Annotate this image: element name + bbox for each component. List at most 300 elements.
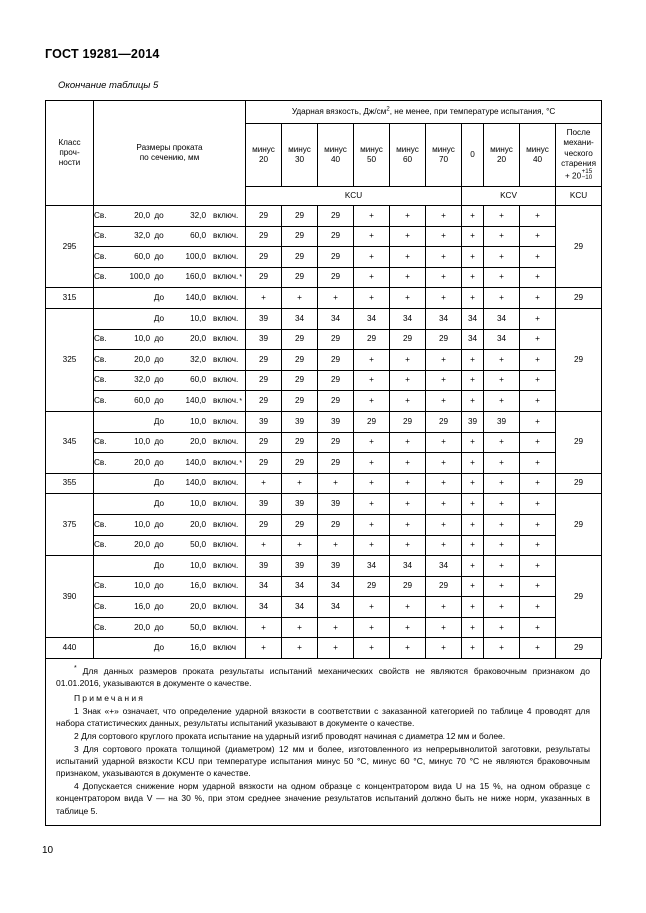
cell-impact-value: + bbox=[282, 473, 318, 494]
cell-impact-value: 34 bbox=[318, 597, 354, 618]
table-row bbox=[46, 597, 602, 618]
cell-impact-value: + bbox=[484, 350, 520, 371]
size-inclusive: включ. bbox=[213, 313, 239, 323]
cell-impact-value: 34 bbox=[318, 308, 354, 329]
cell-impact-value: + bbox=[462, 453, 484, 474]
cell-impact-value: + bbox=[426, 370, 462, 391]
cell-impact-value: + bbox=[484, 597, 520, 618]
table-row bbox=[46, 535, 602, 556]
cell-impact-value: + bbox=[354, 638, 390, 659]
table-row bbox=[46, 267, 602, 288]
cell-impact-value: 34 bbox=[484, 329, 520, 350]
header-temp-minus-40-kcu bbox=[318, 124, 354, 187]
cell-impact-value: + bbox=[484, 267, 520, 288]
size-to: 160,0 bbox=[185, 272, 206, 282]
cell-impact-value: 29 bbox=[318, 453, 354, 474]
aging-sub: −10 bbox=[581, 174, 593, 182]
cell-impact-value: + bbox=[426, 432, 462, 453]
note-item-1: 1 Знак «+» означает, что определение ударной вязкости в соответствии с заказанной категорией по таблице 4 проводят для набора статистических данных, результаты испытаний указывают в документе о качестве. bbox=[56, 706, 590, 729]
cell-impact-value: + bbox=[354, 617, 390, 638]
cell-impact-value: + bbox=[462, 514, 484, 535]
cell-impact-value: 34 bbox=[282, 597, 318, 618]
size-from: 10,0 bbox=[134, 334, 150, 344]
cell-impact-value: + bbox=[354, 453, 390, 474]
temp-word: минус bbox=[324, 144, 347, 154]
table-container bbox=[45, 100, 601, 659]
cell-strength-class: 390 bbox=[46, 556, 94, 638]
cell-impact-value: 34 bbox=[354, 556, 390, 577]
size-to: 140,0 bbox=[185, 457, 206, 467]
cell-impact-value: 29 bbox=[318, 226, 354, 247]
size-inclusive: включ. bbox=[213, 231, 239, 241]
size-from: 20,0 bbox=[134, 210, 150, 220]
note-item-3: 3 Для сортового проката толщиной (диаметром) 12 мм и более, изготовленного из непрерывнолитой заготовки, результаты испытаний ударной вязкости KCU при температуре испытания минус 50 °С, минус 60 °С, минус 70 °С не являются браковочным признаком, указываются в документе о качестве. bbox=[56, 744, 590, 779]
size-to: 140,0 bbox=[185, 293, 206, 303]
size-inclusive: включ. bbox=[213, 457, 239, 467]
cell-impact-value: + bbox=[462, 370, 484, 391]
temp-value: 40 bbox=[532, 155, 543, 164]
cell-impact-value: + bbox=[390, 617, 426, 638]
cell-impact-value: + bbox=[246, 288, 282, 309]
cell-impact-value: + bbox=[318, 617, 354, 638]
header-temp-minus-60-kcu bbox=[390, 124, 426, 187]
cell-impact-value: + bbox=[390, 432, 426, 453]
cell-impact-value: 29 bbox=[282, 267, 318, 288]
cell-size-range bbox=[94, 206, 246, 227]
temp-word: минус bbox=[396, 144, 419, 154]
header-method-kcu-low-temp: KCU bbox=[246, 187, 462, 206]
cell-impact-value: 29 bbox=[246, 226, 282, 247]
cell-impact-value: + bbox=[426, 597, 462, 618]
size-from: 20,0 bbox=[134, 457, 150, 467]
cell-impact-value: 29 bbox=[390, 411, 426, 432]
cell-impact-value: 29 bbox=[246, 247, 282, 268]
size-from: 10,0 bbox=[134, 519, 150, 529]
cell-after-aging-value: 29 bbox=[556, 556, 602, 638]
aging-l4: старения bbox=[561, 158, 597, 168]
cell-impact-value: + bbox=[426, 638, 462, 659]
cell-impact-value: + bbox=[426, 391, 462, 412]
cell-impact-value: + bbox=[354, 597, 390, 618]
cell-impact-value: 29 bbox=[246, 453, 282, 474]
cell-impact-value: + bbox=[426, 267, 462, 288]
cell-impact-value: + bbox=[426, 617, 462, 638]
cell-impact-value: + bbox=[520, 453, 556, 474]
cell-strength-class: 295 bbox=[46, 206, 94, 288]
cell-impact-value: + bbox=[462, 247, 484, 268]
header-temp-minus-20-kcu bbox=[246, 124, 282, 187]
size-inclusive: включ bbox=[213, 643, 237, 653]
cell-size-range bbox=[94, 535, 246, 556]
cell-impact-value: 29 bbox=[246, 350, 282, 371]
size-connector: до bbox=[154, 457, 164, 467]
temp-value: 20 bbox=[496, 155, 507, 164]
cell-size-range bbox=[94, 576, 246, 597]
size-from: 60,0 bbox=[134, 251, 150, 261]
header-rolled-dimensions-l1: Размеры проката bbox=[136, 142, 203, 152]
table-row bbox=[46, 556, 602, 577]
cell-impact-value: + bbox=[520, 473, 556, 494]
cell-impact-value: 34 bbox=[282, 308, 318, 329]
cell-impact-value: 29 bbox=[282, 329, 318, 350]
impact-toughness-table bbox=[45, 100, 602, 659]
cell-impact-value: + bbox=[426, 473, 462, 494]
size-connector: до bbox=[154, 210, 164, 220]
cell-impact-value: + bbox=[462, 288, 484, 309]
temp-word: минус bbox=[432, 144, 455, 154]
size-inclusive: включ. bbox=[213, 210, 239, 220]
size-inclusive: включ. bbox=[213, 519, 239, 529]
cell-impact-value: + bbox=[484, 370, 520, 391]
size-inclusive: включ. bbox=[213, 395, 239, 405]
size-inclusive: включ. bbox=[213, 251, 239, 261]
cell-impact-value: + bbox=[354, 535, 390, 556]
cell-size-range bbox=[94, 473, 246, 494]
header-strength-class-l3: ности bbox=[58, 158, 81, 168]
note-item-4: 4 Допускается снижение норм ударной вязкости на одном образце с концентратором вида U на 15 %, на одном образце с концентратором вида V — на 30 %, при этом среднее значение результатов испытаний должно быть не ниже норм, указанных в таблице 5. bbox=[56, 781, 590, 816]
cell-impact-value: 29 bbox=[426, 329, 462, 350]
cell-impact-value: + bbox=[520, 638, 556, 659]
cell-size-range bbox=[94, 494, 246, 515]
cell-impact-value: + bbox=[520, 411, 556, 432]
size-inclusive: включ. bbox=[213, 354, 239, 364]
cell-impact-value: + bbox=[484, 453, 520, 474]
size-connector: до bbox=[154, 231, 164, 241]
size-to: 20,0 bbox=[190, 334, 206, 344]
cell-after-aging-value: 29 bbox=[556, 473, 602, 494]
temp-value: 60 bbox=[402, 155, 413, 164]
cell-impact-value: 39 bbox=[282, 411, 318, 432]
cell-impact-value: 29 bbox=[282, 391, 318, 412]
table-row bbox=[46, 288, 602, 309]
table-row bbox=[46, 308, 602, 329]
cell-impact-value: 34 bbox=[390, 556, 426, 577]
cell-impact-value: + bbox=[318, 473, 354, 494]
table-row bbox=[46, 411, 602, 432]
size-connector: До bbox=[153, 643, 165, 653]
footnote-marker: * bbox=[74, 665, 77, 672]
cell-impact-value: + bbox=[282, 535, 318, 556]
cell-impact-value: + bbox=[462, 473, 484, 494]
size-inclusive: включ. bbox=[213, 581, 239, 591]
cell-size-range bbox=[94, 288, 246, 309]
cell-size-range bbox=[94, 308, 246, 329]
cell-impact-value: + bbox=[520, 597, 556, 618]
footnote-text: Для данных размеров проката результаты испытаний механических свойств не являются браковочным признаком до 01.01.2016, указываются в документе о качестве. bbox=[56, 665, 590, 688]
cell-impact-value: 34 bbox=[462, 308, 484, 329]
aging-sup: +15 bbox=[581, 168, 593, 176]
cell-impact-value: + bbox=[246, 617, 282, 638]
cell-impact-value: 39 bbox=[246, 556, 282, 577]
table-row bbox=[46, 638, 602, 659]
cell-impact-value: + bbox=[520, 308, 556, 329]
cell-size-range bbox=[94, 411, 246, 432]
cell-impact-value: + bbox=[354, 432, 390, 453]
cell-impact-value: + bbox=[484, 206, 520, 227]
cell-impact-value: 29 bbox=[282, 453, 318, 474]
cell-impact-value: + bbox=[354, 288, 390, 309]
cell-strength-class: 440 bbox=[46, 638, 94, 659]
page-number: 10 bbox=[42, 845, 54, 856]
cell-impact-value: + bbox=[520, 617, 556, 638]
header-rolled-dimensions bbox=[94, 101, 246, 206]
size-prefix: Св. bbox=[94, 334, 107, 344]
size-to: 16,0 bbox=[190, 581, 206, 591]
cell-size-range bbox=[94, 453, 246, 474]
aging-tolerance-sup-sub bbox=[581, 169, 592, 181]
temp-value: 40 bbox=[330, 155, 341, 164]
cell-size-range bbox=[94, 638, 246, 659]
table-row bbox=[46, 617, 602, 638]
cell-impact-value: 29 bbox=[318, 247, 354, 268]
cell-impact-value: + bbox=[520, 226, 556, 247]
cell-impact-value: + bbox=[520, 576, 556, 597]
cell-size-range bbox=[94, 514, 246, 535]
table-row bbox=[46, 432, 602, 453]
header-strength-class-l1: Класс bbox=[58, 137, 81, 147]
table-row bbox=[46, 473, 602, 494]
cell-impact-value: + bbox=[318, 288, 354, 309]
table-row bbox=[46, 350, 602, 371]
size-connector: До bbox=[153, 293, 165, 303]
cell-impact-value: + bbox=[426, 453, 462, 474]
size-connector: До bbox=[153, 560, 165, 570]
cell-impact-value: + bbox=[462, 350, 484, 371]
cell-impact-value: 34 bbox=[354, 308, 390, 329]
size-inclusive: включ. bbox=[213, 498, 239, 508]
cell-impact-value: 34 bbox=[318, 576, 354, 597]
cell-impact-value: + bbox=[426, 206, 462, 227]
temp-value: 0 bbox=[470, 149, 475, 159]
cell-impact-value: + bbox=[520, 535, 556, 556]
size-inclusive: включ. bbox=[213, 601, 239, 611]
cell-size-range bbox=[94, 350, 246, 371]
cell-impact-value: + bbox=[426, 226, 462, 247]
cell-impact-value: 39 bbox=[246, 308, 282, 329]
header-method-kcv: KCV bbox=[462, 187, 556, 206]
size-prefix: Св. bbox=[94, 210, 107, 220]
cell-impact-value: 39 bbox=[246, 411, 282, 432]
standard-designation: ГОСТ 19281—2014 bbox=[45, 47, 160, 61]
size-to: 20,0 bbox=[190, 601, 206, 611]
cell-impact-value: + bbox=[390, 288, 426, 309]
cell-impact-value: + bbox=[390, 535, 426, 556]
table-row bbox=[46, 370, 602, 391]
cell-impact-value: + bbox=[354, 226, 390, 247]
cell-impact-value: + bbox=[354, 391, 390, 412]
cell-impact-value: + bbox=[484, 473, 520, 494]
cell-impact-value: 29 bbox=[282, 206, 318, 227]
aging-l2: механи- bbox=[563, 138, 594, 148]
cell-impact-value: + bbox=[354, 494, 390, 515]
cell-size-range bbox=[94, 267, 246, 288]
cell-size-range bbox=[94, 370, 246, 391]
cell-impact-value: + bbox=[520, 391, 556, 412]
cell-impact-value: + bbox=[520, 206, 556, 227]
cell-impact-value: + bbox=[520, 350, 556, 371]
size-connector: до bbox=[154, 395, 164, 405]
cell-impact-value: + bbox=[484, 638, 520, 659]
size-connector: До bbox=[153, 498, 165, 508]
cell-impact-value: 29 bbox=[282, 514, 318, 535]
cell-impact-value: + bbox=[484, 247, 520, 268]
cell-impact-value: + bbox=[462, 206, 484, 227]
size-prefix: Св. bbox=[94, 437, 107, 447]
cell-impact-value: + bbox=[390, 247, 426, 268]
cell-impact-value: 39 bbox=[462, 411, 484, 432]
header-method-kcu-aged: KCU bbox=[556, 187, 602, 206]
header-strength-class bbox=[46, 101, 94, 206]
size-from: 20,0 bbox=[134, 622, 150, 632]
cell-impact-value: + bbox=[484, 226, 520, 247]
header-row-group-title bbox=[46, 101, 602, 124]
cell-impact-value: + bbox=[462, 576, 484, 597]
cell-impact-value: + bbox=[484, 432, 520, 453]
cell-impact-value: 29 bbox=[246, 267, 282, 288]
size-prefix: Св. bbox=[94, 395, 107, 405]
temp-value: 30 bbox=[294, 155, 305, 164]
size-inclusive: включ. bbox=[213, 478, 239, 488]
cell-impact-value: 29 bbox=[246, 370, 282, 391]
cell-impact-value: + bbox=[354, 247, 390, 268]
size-to: 32,0 bbox=[190, 210, 206, 220]
cell-impact-value: 29 bbox=[246, 432, 282, 453]
size-from: 32,0 bbox=[134, 231, 150, 241]
cell-impact-value: + bbox=[484, 514, 520, 535]
size-from: 10,0 bbox=[134, 437, 150, 447]
temp-value: 50 bbox=[366, 155, 377, 164]
cell-impact-value: 29 bbox=[318, 370, 354, 391]
size-connector: до bbox=[154, 354, 164, 364]
cell-strength-class: 325 bbox=[46, 308, 94, 411]
cell-impact-value: 34 bbox=[484, 308, 520, 329]
size-inclusive: включ. bbox=[213, 560, 239, 570]
size-to: 10,0 bbox=[190, 416, 206, 426]
header-impact-toughness-text: Ударная вязкость, $Дж/см^2$, не менее, при температуре испытания, °С bbox=[291, 106, 556, 117]
cell-impact-value: + bbox=[462, 432, 484, 453]
cell-impact-value: 29 bbox=[426, 411, 462, 432]
cell-impact-value: + bbox=[484, 556, 520, 577]
size-prefix: Св. bbox=[94, 272, 107, 282]
size-inclusive: включ. bbox=[213, 272, 239, 282]
cell-size-range bbox=[94, 617, 246, 638]
table-row bbox=[46, 226, 602, 247]
cell-impact-value: + bbox=[462, 494, 484, 515]
size-to: 10,0 bbox=[190, 498, 206, 508]
size-prefix: Св. bbox=[94, 540, 107, 550]
cell-impact-value: + bbox=[426, 247, 462, 268]
cell-impact-value: + bbox=[246, 638, 282, 659]
cell-impact-value: + bbox=[390, 206, 426, 227]
table-row bbox=[46, 329, 602, 350]
size-to: 32,0 bbox=[190, 354, 206, 364]
table-caption: Окончание таблицы 5 bbox=[58, 80, 159, 91]
size-to: 60,0 bbox=[190, 375, 206, 385]
cell-impact-value: 29 bbox=[318, 206, 354, 227]
size-prefix: Св. bbox=[94, 519, 107, 529]
size-to: 10,0 bbox=[190, 313, 206, 323]
cell-impact-value: + bbox=[520, 556, 556, 577]
cell-strength-class: 345 bbox=[46, 411, 94, 473]
table-row bbox=[46, 514, 602, 535]
size-to: 100,0 bbox=[185, 251, 206, 261]
cell-impact-value: 39 bbox=[318, 494, 354, 515]
cell-impact-value: 34 bbox=[426, 308, 462, 329]
cell-impact-value: + bbox=[354, 514, 390, 535]
aging-l1: После bbox=[566, 128, 591, 138]
size-to: 20,0 bbox=[190, 519, 206, 529]
cell-impact-value: + bbox=[390, 370, 426, 391]
cell-impact-value: 34 bbox=[390, 308, 426, 329]
cell-impact-value: 29 bbox=[318, 514, 354, 535]
size-connector: до bbox=[154, 272, 164, 282]
aging-base-value: + 20 bbox=[564, 171, 582, 181]
size-prefix: Св. bbox=[94, 457, 107, 467]
size-to: 10,0 bbox=[190, 560, 206, 570]
cell-impact-value: + bbox=[462, 597, 484, 618]
size-to: 50,0 bbox=[190, 540, 206, 550]
cell-impact-value: + bbox=[520, 267, 556, 288]
table-row bbox=[46, 391, 602, 412]
cell-impact-value: + bbox=[484, 391, 520, 412]
cell-size-range bbox=[94, 391, 246, 412]
cell-impact-value: 29 bbox=[390, 329, 426, 350]
size-to: 140,0 bbox=[185, 478, 206, 488]
temp-word: минус bbox=[360, 144, 383, 154]
size-connector: до bbox=[154, 334, 164, 344]
cell-impact-value: + bbox=[426, 514, 462, 535]
cell-impact-value: 39 bbox=[318, 556, 354, 577]
cell-impact-value: + bbox=[426, 288, 462, 309]
cell-impact-value: + bbox=[354, 473, 390, 494]
header-strength-class-l2: проч- bbox=[59, 147, 80, 157]
size-to: 140,0 bbox=[185, 395, 206, 405]
cell-impact-value: + bbox=[390, 391, 426, 412]
header-temp-minus-40-kcv bbox=[520, 124, 556, 187]
cell-impact-value: + bbox=[484, 494, 520, 515]
footnote-marker: * bbox=[239, 274, 243, 282]
cell-impact-value: + bbox=[390, 453, 426, 474]
cell-impact-value: 29 bbox=[318, 267, 354, 288]
cell-impact-value: + bbox=[426, 494, 462, 515]
size-inclusive: включ. bbox=[213, 540, 239, 550]
notes-block bbox=[45, 658, 601, 826]
cell-impact-value: + bbox=[426, 535, 462, 556]
size-connector: До bbox=[153, 313, 165, 323]
cell-after-aging-value: 29 bbox=[556, 411, 602, 473]
cell-impact-value: 29 bbox=[282, 247, 318, 268]
header-temp-zero-kcv bbox=[462, 124, 484, 187]
cell-after-aging-value: 29 bbox=[556, 288, 602, 309]
size-to: 60,0 bbox=[190, 231, 206, 241]
cell-impact-value: + bbox=[390, 267, 426, 288]
cell-impact-value: 29 bbox=[354, 576, 390, 597]
cell-size-range bbox=[94, 432, 246, 453]
cell-impact-value: 29 bbox=[282, 350, 318, 371]
cell-impact-value: + bbox=[484, 576, 520, 597]
cell-impact-value: + bbox=[426, 350, 462, 371]
header-temp-minus-50-kcu bbox=[354, 124, 390, 187]
cell-after-aging-value: 29 bbox=[556, 494, 602, 556]
cell-impact-value: 29 bbox=[318, 391, 354, 412]
cell-size-range bbox=[94, 247, 246, 268]
size-from: 60,0 bbox=[134, 395, 150, 405]
cell-strength-class: 315 bbox=[46, 288, 94, 309]
cell-impact-value: 29 bbox=[318, 329, 354, 350]
cell-impact-value: 29 bbox=[318, 432, 354, 453]
cell-impact-value: + bbox=[462, 267, 484, 288]
header-temp-minus-30-kcu bbox=[282, 124, 318, 187]
